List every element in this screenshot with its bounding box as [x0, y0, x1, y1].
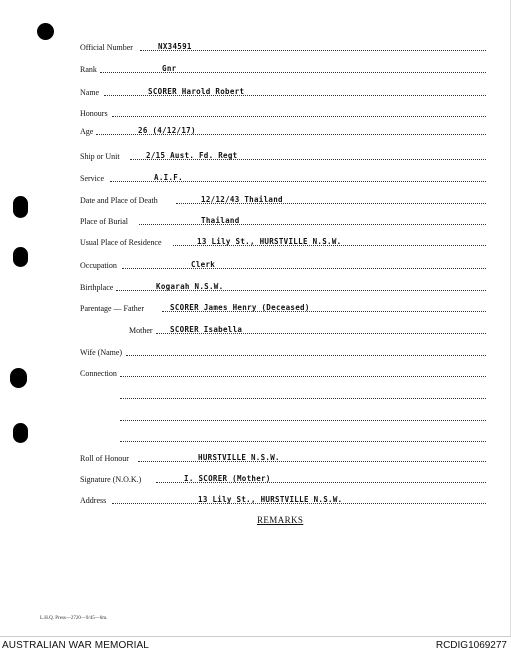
label-signature: Signature (N.O.K.): [80, 475, 142, 484]
punch-hole: [10, 368, 27, 388]
archive-footer: [0, 636, 511, 654]
fill-line: [100, 72, 486, 73]
fill-line: [120, 420, 486, 421]
value-address: 13 Lily St., HURSTVILLE N.S.W.: [198, 495, 343, 504]
punch-hole: [13, 196, 28, 218]
label-service: Service: [80, 174, 104, 183]
label-age: Age: [80, 127, 94, 136]
footer-record-id: RCDIG1069277: [435, 640, 507, 651]
label-roll-of-honour: Roll of Honour: [80, 454, 129, 463]
label-name: Name: [80, 88, 100, 97]
label-official-number: Official Number: [80, 43, 133, 52]
label-place-of-burial: Place of Burial: [80, 217, 128, 226]
value-date-place-death: 12/12/43 Thailand: [201, 195, 283, 204]
label-rank: Rank: [80, 65, 97, 74]
label-honours: Honours: [80, 109, 108, 118]
value-name: SCORER Harold Robert: [148, 87, 245, 96]
label-ship-or-unit: Ship or Unit: [80, 152, 120, 161]
fill-line: [126, 355, 486, 356]
label-birthplace: Birthplace: [80, 283, 114, 292]
label-wife: Wife (Name): [80, 348, 123, 357]
punch-hole: [37, 23, 54, 40]
fill-line: [120, 376, 486, 377]
value-rank: Gnr: [162, 64, 177, 73]
value-service: A.I.F.: [154, 173, 183, 182]
label-occupation: Occupation: [80, 261, 117, 270]
value-father: SCORER James Henry (Deceased): [170, 303, 310, 312]
value-usual-residence: 13 Lily St., HURSTVILLE N.S.W.: [197, 237, 342, 246]
label-usual-residence: Usual Place of Residence: [80, 238, 162, 247]
label-mother: Mother: [129, 326, 153, 335]
punch-hole: [13, 247, 28, 267]
fill-line: [112, 116, 486, 117]
fill-line: [139, 224, 486, 225]
fill-line: [122, 268, 486, 269]
label-date-place-death: Date and Place of Death: [80, 196, 158, 205]
label-father: Parentage — Father: [80, 304, 144, 313]
value-place-of-burial: Thailand: [201, 216, 240, 225]
value-mother: SCORER Isabella: [170, 325, 243, 334]
label-address: Address: [80, 496, 107, 505]
fill-line: [120, 441, 486, 442]
printer-imprint: L.H.Q. Press—2720—9/45—6m.: [40, 616, 108, 621]
fill-line: [138, 461, 486, 462]
value-age: 26 (4/12/17): [138, 126, 196, 135]
value-official-number: NX34591: [158, 42, 192, 51]
footer-institution: AUSTRALIAN WAR MEMORIAL: [2, 640, 149, 651]
remarks-heading: REMARKS: [257, 515, 304, 525]
fill-line: [120, 398, 486, 399]
label-connection: Connection: [80, 369, 117, 378]
punch-hole: [13, 423, 28, 443]
value-birthplace: Kogarah N.S.W.: [156, 282, 224, 291]
value-signature: I. SCORER (Mother): [184, 474, 271, 483]
value-occupation: Clerk: [191, 260, 216, 269]
value-ship-or-unit: 2/15 Aust. Fd. Regt: [146, 151, 238, 160]
value-roll-of-honour: HURSTVILLE N.S.W.: [198, 453, 280, 462]
